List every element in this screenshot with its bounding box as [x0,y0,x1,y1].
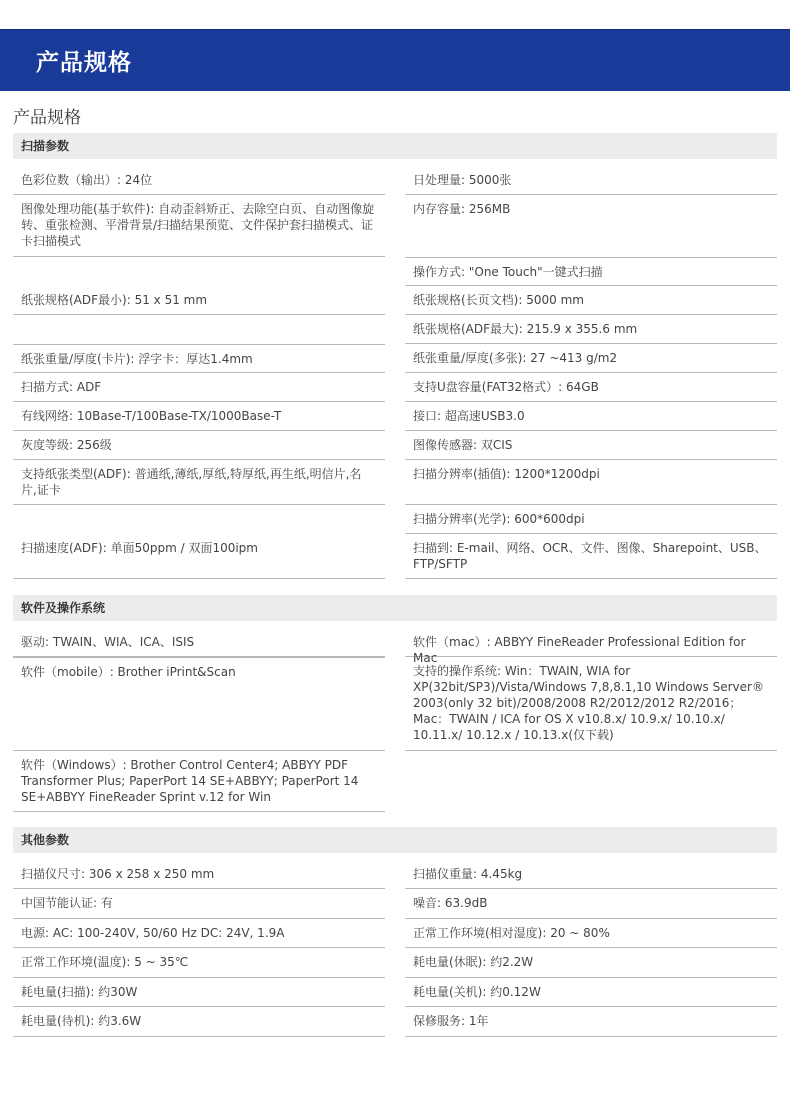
spec-row-group [13,505,777,579]
spec-cell: 中国节能认证: 有 [13,889,385,919]
section-header: 扫描参数 [13,133,777,159]
spec-row [13,1007,777,1037]
spec-row [13,402,777,431]
spec-cell: 耗电量(扫描): 约30W [13,978,385,1007]
spec-row [13,978,777,1007]
section-scan [13,133,777,579]
spec-cell: 图像传感器: 双CIS [405,431,777,460]
spec-cell [13,315,385,344]
spec-cell: 支持的操作系统: Win：TWAIN, WIA for XP(32bit/SP3)/Vista/Windows 7,8,8.1,10 Windows Server® 2003(only 32 bit)/2008/2008 R2/2012/2012 R2/2016；Mac：TWAIN / ICA for OS X v10.8.x/ 10.9.x/ 10.10.x/ 10.11.x/ 10.12.x / 10.13.x(仅下载) [405,657,777,751]
spec-row [13,373,777,402]
spec-cell: 软件（mobile）: Brother iPrint&Scan [13,657,385,751]
spec-cell: 扫描仪重量: 4.45kg [405,860,777,889]
spec-row [13,860,777,889]
spec-cell: 扫描方式: ADF [13,373,385,402]
spec-cell: 扫描分辨率(光学): 600*600dpi [405,505,777,534]
spec-row [13,889,777,919]
spec-cell: 纸张规格(ADF最大): 215.9 x 355.6 mm [405,315,777,344]
spec-cell: 耗电量(关机): 约0.12W [405,978,777,1007]
spec-row [13,751,777,812]
spec-cell: 电源: AC: 100-240V, 50/60 Hz DC: 24V, 1.9A [13,919,385,948]
section-header: 其他参数 [13,827,777,853]
spec-row-group [13,257,777,344]
spec-cell: 图像处理功能(基于软件): 自动歪斜矫正、去除空白页、自动图像旋转、重张检测、平滑背景/扫描结果预览、文件保护套扫描模式、证卡扫描模式 [13,195,385,257]
spec-cell: 驱动: TWAIN、WIA、ICA、ISIS [13,628,385,657]
spec-cell: 正常工作环境(温度): 5 ~ 35℃ [13,948,385,978]
spec-cell: 软件（Windows）: Brother Control Center4; ABBYY PDF Transformer Plus; PaperPort 14 SE+ABBYY; PaperPort 14 SE+ABBYY FineReader Sprint v.12 for Win [13,751,385,812]
spec-row [13,195,777,257]
spec-cell: 正常工作环境(相对湿度): 20 ~ 80% [405,919,777,948]
spec-cell: 操作方式: "One Touch"一键式扫描 [405,257,777,286]
spec-cell: 灰度等级: 256级 [13,431,385,460]
top-spacer [0,0,790,29]
spec-row [13,948,777,978]
banner-title: 产品规格 [36,50,132,76]
spec-cell: 耗电量(休眠): 约2.2W [405,948,777,978]
spec-row [13,657,777,751]
spec-row [13,431,777,460]
spec-cell: 噪音: 63.9dB [405,889,777,919]
page-title: 产品规格 [13,108,81,128]
spec-cell [13,505,385,534]
spec-cell: 内存容量: 256MB [413,202,511,216]
spec-cell: 耗电量(待机): 约3.6W [13,1007,385,1037]
spec-cell: 有线网络: 10Base-T/100Base-TX/1000Base-T [13,402,385,431]
section-header: 软件及操作系统 [13,595,777,621]
spec-cell: 纸张规格(ADF最小): 51 x 51 mm [13,286,385,315]
spec-row [13,166,777,195]
spec-cell: 支持U盘容量(FAT32格式）: 64GB [405,373,777,402]
spec-row [13,460,777,505]
spec-cell: 日处理量: 5000张 [405,166,777,195]
spec-cell: 纸张规格(长页文档): 5000 mm [405,286,777,315]
section-other [13,827,777,1037]
spec-cell: 色彩位数（输出）: 24位 [13,166,385,195]
spec-cell [405,751,777,812]
spec-cell: 扫描仪尺寸: 306 x 258 x 250 mm [13,860,385,889]
spec-cell: 扫描到: E-mail、网络、OCR、文件、图像、Sharepoint、USB、FTP/SFTP [405,534,777,579]
spec-row [13,919,777,948]
spec-cell: 纸张重量/厚度(多张): 27 ~413 g/m2 [405,344,777,373]
spec-cell: 纸张重量/厚度(卡片): 浮字卡：厚达1.4mm [13,344,385,373]
spec-cell: 扫描分辨率(插值): 1200*1200dpi [405,460,777,505]
spec-cell: 支持纸张类型(ADF): 普通纸,薄纸,厚纸,特厚纸,再生纸,明信片,名片,证卡 [13,460,385,505]
spec-cell: 扫描速度(ADF): 单面50ppm / 双面100ipm [13,534,385,579]
section-software [13,595,777,812]
spec-cell: 保修服务: 1年 [405,1007,777,1037]
spec-row [13,628,777,665]
spec-cell [13,257,385,286]
spec-cell: 软件（mac）: ABBYY FineReader Professional Edition for Mac [405,628,777,657]
spec-row [13,344,777,373]
spec-cell: 接口: 超高速USB3.0 [405,402,777,431]
